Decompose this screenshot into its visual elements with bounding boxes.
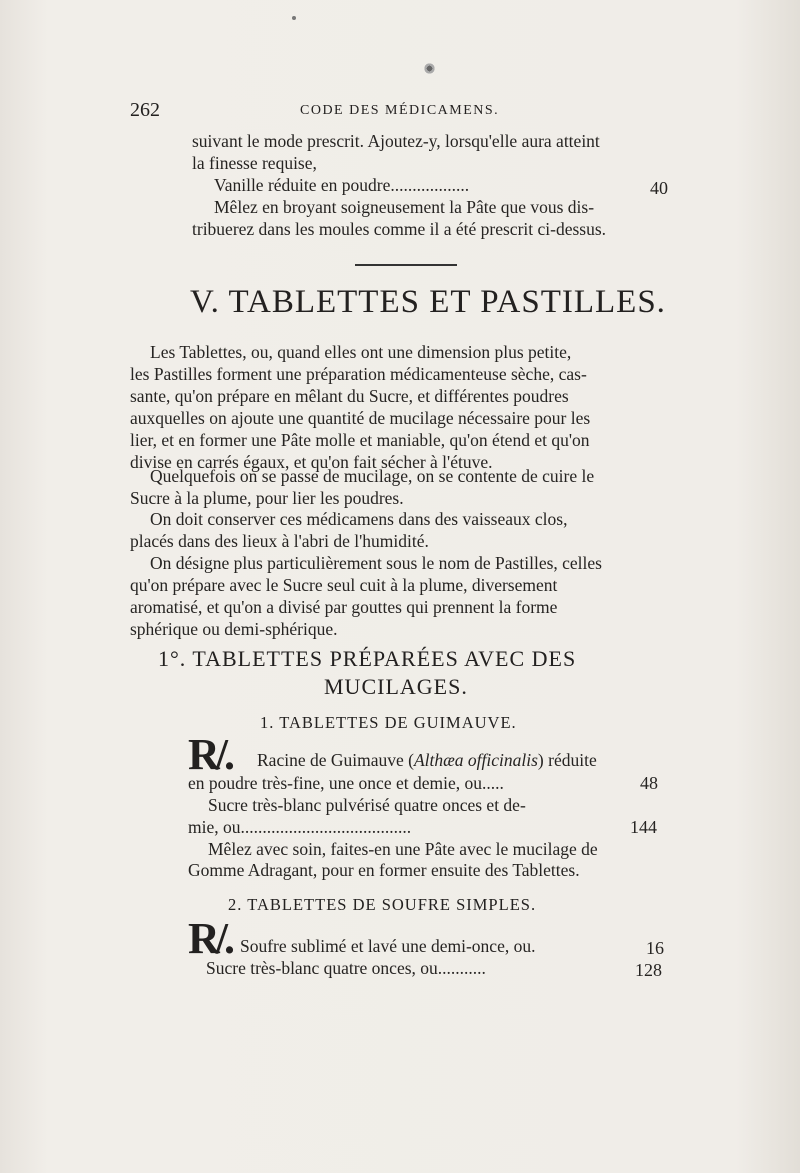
paragraph-line: placés dans des lieux à l'abri de l'humidité.	[130, 531, 429, 551]
paragraph-line: Sucre à la plume, pour lier les poudres.	[130, 488, 404, 508]
recipe-line: Soufre sublimé et lavé une demi-once, ou.	[240, 936, 536, 956]
latin-name: Althæa officinalis	[413, 750, 538, 770]
recipe-symbol: R/.	[188, 730, 231, 779]
recipe-quantity: 144	[630, 817, 657, 837]
page-number: 262	[130, 99, 160, 121]
recipe-line: Gomme Adragant, pour en former ensuite des Tablettes.	[188, 860, 580, 880]
running-title: CODE DES MÉDICAMENS.	[300, 103, 500, 118]
paragraph-line: qu'on prépare avec le Sucre seul cuit à la plume, diversement	[130, 575, 558, 595]
recipe-line: Sucre très-blanc pulvérisé quatre onces et de-	[208, 795, 526, 815]
intro-line: suivant le mode prescrit. Ajoutez-y, lorsqu'elle aura atteint	[192, 131, 600, 151]
section-divider	[355, 264, 457, 266]
recipe-quantity: 48	[640, 773, 658, 793]
ornament-icon	[423, 62, 436, 75]
recipe-line: en poudre très-fine, une once et demie, ou.....	[188, 773, 504, 793]
paragraph-line: Les Tablettes, ou, quand elles ont une dimension plus petite,	[150, 342, 572, 362]
ink-speck	[292, 16, 296, 20]
paragraph-line: On désigne plus particulièrement sous le nom de Pastilles, celles	[150, 553, 602, 573]
recipe-title: 1. TABLETTES DE GUIMAUVE.	[260, 713, 517, 732]
recipe-line: Sucre très-blanc quatre onces, ou...........	[206, 958, 486, 978]
recipe-text: Racine de Guimauve (	[257, 750, 414, 770]
recipe-line: mie, ou.......................................	[188, 817, 412, 837]
recipe-quantity: 16	[646, 938, 664, 958]
paragraph-line: auxquelles on ajoute une quantité de mucilage nécessaire pour les	[130, 408, 591, 428]
intro-quantity: 40	[650, 178, 668, 198]
paragraph-line: sphérique ou demi-sphérique.	[130, 619, 338, 639]
intro-line: la finesse requise,	[192, 153, 317, 173]
recipe-line: Mêlez avec soin, faites-en une Pâte avec le mucilage de	[208, 839, 598, 859]
paragraph-line: divise en carrés égaux, et qu'on fait sécher à l'étuve.	[130, 452, 493, 472]
paragraph-line: lier, et en former une Pâte molle et maniable, qu'on étend et qu'on	[130, 430, 590, 450]
intro-line: Vanille réduite en poudre..................	[214, 175, 470, 195]
paragraph-line: aromatisé, et qu'on a divisé par gouttes qui prennent la forme	[130, 597, 558, 617]
subsection-title-line2: MUCILAGES.	[324, 674, 468, 699]
section-title: V. TABLETTES ET PASTILLES.	[190, 284, 666, 320]
paragraph-line: sante, qu'on prépare en mêlant du Sucre, et différentes poudres	[130, 386, 569, 406]
paragraph-line: les Pastilles forment une préparation médicamenteuse sèche, cas-	[130, 364, 587, 384]
paragraph-line: Quelquefois on se passe de mucilage, on se contente de cuire le	[150, 466, 595, 486]
paragraph-line: On doit conserver ces médicamens dans des vaisseaux clos,	[150, 509, 568, 529]
recipe-text: ) réduite	[537, 750, 597, 770]
intro-line: tribuerez dans les moules comme il a été prescrit ci-dessus.	[192, 219, 607, 239]
subsection-title-line1: 1°. TABLETTES PRÉPARÉES AVEC DES	[158, 646, 577, 671]
recipe-line	[257, 750, 597, 771]
intro-line: Mêlez en broyant soigneusement la Pâte que vous dis-	[214, 197, 595, 217]
recipe-title: 2. TABLETTES DE SOUFRE SIMPLES.	[228, 895, 537, 914]
recipe-symbol: R/.	[188, 914, 231, 963]
recipe-quantity: 128	[635, 960, 662, 980]
